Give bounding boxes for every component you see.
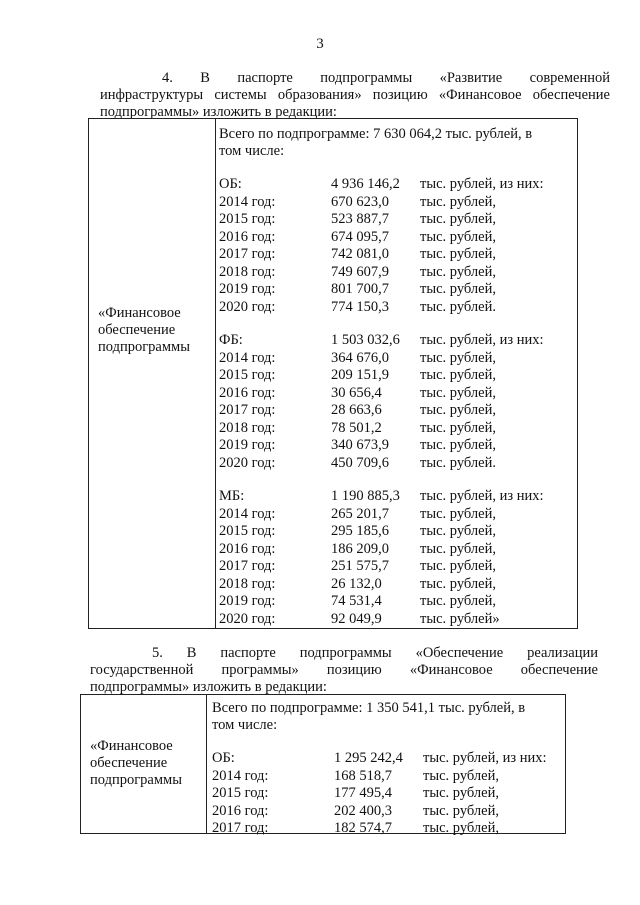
row-label: 2020 год:	[219, 610, 276, 627]
row-unit: тыс. рублей,	[420, 384, 496, 401]
funding-row	[219, 437, 574, 455]
funding-row	[212, 785, 562, 803]
row-unit: тыс. рублей, из них:	[420, 332, 544, 348]
row-label: 2017 год:	[219, 402, 276, 418]
row-label: 2016 год:	[212, 802, 269, 819]
financing-table-5	[80, 694, 566, 834]
row-label: 2014 год:	[219, 193, 276, 210]
table-right-cell	[219, 126, 574, 628]
row-amount: 78 501,2	[331, 419, 382, 436]
row-unit: тыс. рублей,	[420, 558, 496, 574]
funding-row	[212, 803, 562, 821]
row-label: 2014 год:	[219, 505, 276, 522]
row-amount: 177 495,4	[334, 785, 392, 801]
funding-row	[219, 488, 574, 506]
funding-row	[219, 541, 574, 559]
row-label: 2015 год:	[212, 785, 269, 801]
row-unit: тыс. рублей,	[420, 228, 496, 245]
row-unit: тыс. рублей, из них:	[423, 750, 547, 766]
table-column-divider	[206, 695, 207, 833]
row-amount: 4 936 146,2	[331, 176, 400, 192]
row-label: 2018 год:	[219, 263, 276, 280]
row-unit: тыс. рублей,	[420, 367, 496, 383]
row-amount: 26 132,0	[331, 575, 382, 592]
row-unit: тыс. рублей,	[423, 820, 499, 836]
row-label: 2018 год:	[219, 575, 276, 592]
row-amount: 186 209,0	[331, 540, 389, 557]
funding-row	[219, 246, 574, 264]
row-unit: тыс. рублей,	[420, 349, 496, 366]
funding-row	[219, 576, 574, 594]
row-amount: 742 081,0	[331, 246, 389, 262]
row-unit: тыс. рублей.	[420, 454, 496, 471]
row-label: МБ:	[219, 488, 245, 504]
funding-row	[212, 768, 562, 786]
funding-row	[219, 229, 574, 247]
row-label: 2015 год:	[219, 523, 276, 539]
row-amount: 1 295 242,4	[334, 750, 403, 766]
row-amount: 265 201,7	[331, 505, 389, 522]
funding-row	[219, 506, 574, 524]
row-label: 2020 год:	[219, 298, 276, 315]
table-left-label: «Финансовое обеспечение подпрограммы	[98, 305, 190, 355]
funding-row	[219, 420, 574, 438]
section-5-line-1: 5. В паспорте подпрограммы «Обеспечение реализации	[152, 645, 598, 661]
row-amount: 182 574,7	[334, 820, 392, 836]
row-amount: 295 185,6	[331, 523, 389, 539]
row-unit: тыс. рублей,	[420, 263, 496, 280]
row-label: 2015 год:	[219, 367, 276, 383]
funding-groups	[212, 734, 562, 838]
row-unit: тыс. рублей,	[420, 402, 496, 418]
funding-row	[219, 611, 574, 629]
row-amount: 28 663,6	[331, 402, 382, 418]
funding-row	[219, 350, 574, 368]
section-5-line-2: государственной программы» позицию «Финансовое обеспечение	[90, 662, 598, 678]
row-label: 2019 год:	[219, 593, 276, 609]
funding-row	[212, 750, 562, 768]
table-left-label: «Финансовое обеспечение подпрограммы	[90, 738, 182, 788]
page-number: 3	[316, 36, 324, 52]
row-label: 2016 год:	[219, 540, 276, 557]
funding-groups	[219, 160, 574, 628]
row-amount: 1 190 885,3	[331, 488, 400, 504]
row-amount: 801 700,7	[331, 281, 389, 297]
row-label: 2014 год:	[212, 767, 269, 784]
row-unit: тыс. рублей,	[420, 281, 496, 297]
financing-table-4	[88, 118, 578, 629]
row-label: 2015 год:	[219, 211, 276, 227]
row-unit: тыс. рублей, из них:	[420, 176, 544, 192]
table-right-cell	[212, 700, 562, 838]
funding-row	[219, 367, 574, 385]
row-amount: 30 656,4	[331, 384, 382, 401]
row-amount: 523 887,7	[331, 211, 389, 227]
row-label: ОБ:	[212, 750, 235, 766]
total-line-2: том числе:	[212, 717, 278, 733]
row-amount: 670 623,0	[331, 193, 389, 210]
section-5-line-3: подпрограммы» изложить в редакции:	[90, 679, 327, 695]
row-label: 2016 год:	[219, 228, 276, 245]
row-unit: тыс. рублей,	[420, 593, 496, 609]
group-gap	[219, 472, 574, 488]
row-unit: тыс. рублей,	[420, 211, 496, 227]
row-unit: тыс. рублей,	[420, 193, 496, 210]
funding-row	[219, 455, 574, 473]
total-line-1: Всего по подпрограмме: 7 630 064,2 тыс. рублей, в	[219, 126, 533, 142]
row-amount: 251 575,7	[331, 558, 389, 574]
row-label: 2017 год:	[212, 820, 269, 836]
row-unit: тыс. рублей,	[420, 419, 496, 436]
funding-row	[219, 211, 574, 229]
row-label: 2019 год:	[219, 437, 276, 453]
funding-row	[219, 593, 574, 611]
section-4-line-2: инфраструктуры системы образования» позицию «Финансовое обеспечение	[100, 87, 610, 103]
row-unit: тыс. рублей,	[420, 540, 496, 557]
row-amount: 209 151,9	[331, 367, 389, 383]
funding-row	[219, 281, 574, 299]
row-label: 2020 год:	[219, 454, 276, 471]
funding-row	[212, 820, 562, 838]
row-amount: 364 676,0	[331, 349, 389, 366]
row-unit: тыс. рублей»	[420, 610, 500, 627]
row-amount: 92 049,9	[331, 610, 382, 627]
total-line-1: Всего по подпрограмме: 1 350 541,1 тыс. рублей, в	[212, 700, 526, 716]
row-label: ОБ:	[219, 176, 242, 192]
row-label: 2014 год:	[219, 349, 276, 366]
funding-row	[219, 558, 574, 576]
group-gap	[219, 316, 574, 332]
row-unit: тыс. рублей,	[420, 505, 496, 522]
funding-row	[219, 523, 574, 541]
row-unit: тыс. рублей.	[420, 298, 496, 315]
section-4-line-3: подпрограммы» изложить в редакции:	[100, 104, 337, 120]
total-line-2: том числе:	[219, 143, 285, 159]
funding-row	[219, 332, 574, 350]
row-amount: 749 607,9	[331, 263, 389, 280]
row-amount: 450 709,6	[331, 454, 389, 471]
funding-row	[219, 264, 574, 282]
funding-row	[219, 299, 574, 317]
row-unit: тыс. рублей,	[420, 575, 496, 592]
funding-row	[219, 385, 574, 403]
section-4-line-1: 4. В паспорте подпрограммы «Развитие современной	[162, 70, 610, 86]
row-label: 2017 год:	[219, 246, 276, 262]
row-label: ФБ:	[219, 332, 243, 348]
row-unit: тыс. рублей,	[420, 246, 496, 262]
row-amount: 774 150,3	[331, 298, 389, 315]
row-label: 2017 год:	[219, 558, 276, 574]
row-unit: тыс. рублей,	[423, 785, 499, 801]
funding-row	[219, 176, 574, 194]
group-gap	[219, 160, 574, 176]
funding-row	[219, 194, 574, 212]
row-amount: 674 095,7	[331, 228, 389, 245]
row-label: 2016 год:	[219, 384, 276, 401]
row-amount: 1 503 032,6	[331, 332, 400, 348]
row-unit: тыс. рублей,	[420, 523, 496, 539]
row-unit: тыс. рублей,	[423, 767, 499, 784]
row-unit: тыс. рублей, из них:	[420, 488, 544, 504]
row-amount: 340 673,9	[331, 437, 389, 453]
row-unit: тыс. рублей,	[420, 437, 496, 453]
section-4-paragraph	[100, 70, 610, 121]
row-label: 2018 год:	[219, 419, 276, 436]
row-amount: 74 531,4	[331, 593, 382, 609]
row-label: 2019 год:	[219, 281, 276, 297]
row-unit: тыс. рублей,	[423, 802, 499, 819]
table-column-divider	[215, 119, 216, 628]
funding-row	[219, 402, 574, 420]
section-5-paragraph	[90, 645, 598, 696]
row-amount: 168 518,7	[334, 767, 392, 784]
group-gap	[212, 734, 562, 750]
row-amount: 202 400,3	[334, 802, 392, 819]
